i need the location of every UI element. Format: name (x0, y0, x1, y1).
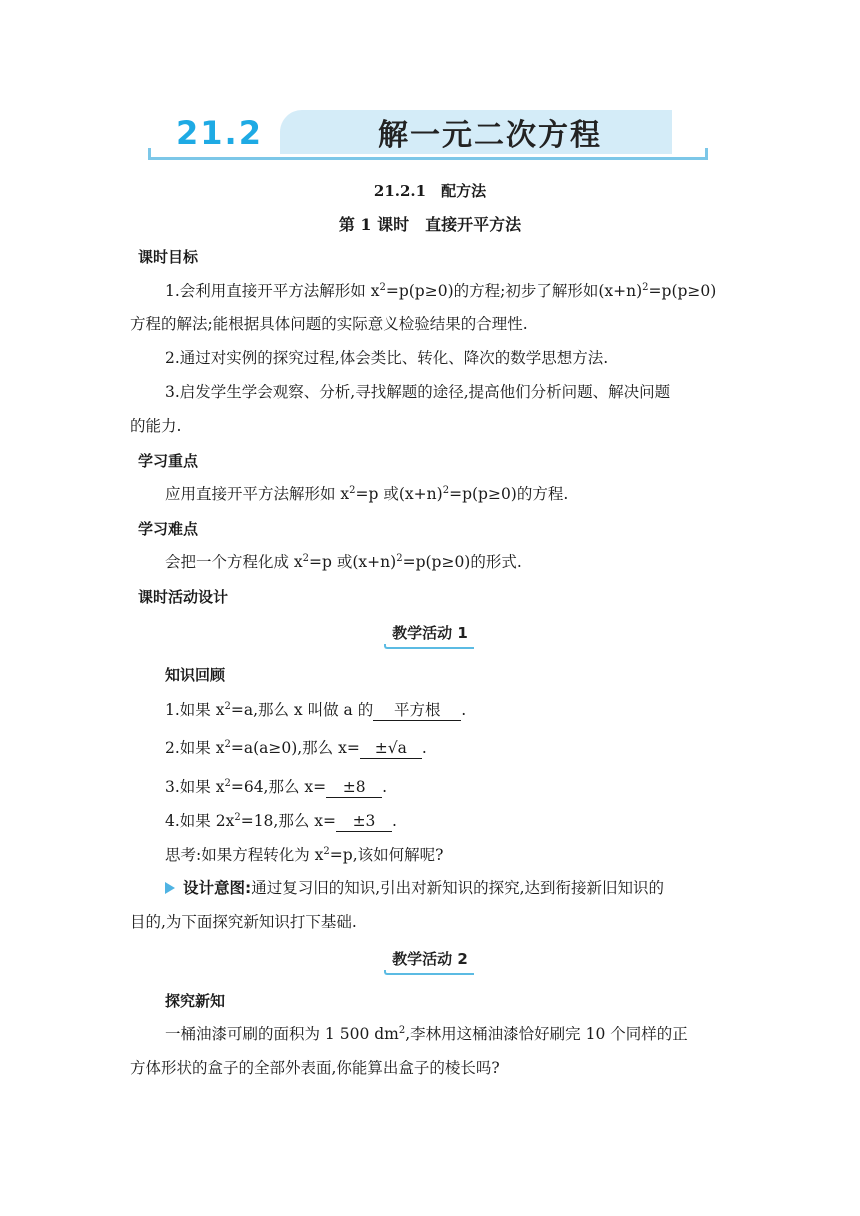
activity-2-label: 教学活动 2 (392, 950, 468, 968)
goal-item-3: 3.启发学生学会观察、分析,寻找解题的途径,提高他们分析问题、解决问题 (165, 383, 671, 401)
keypoint-heading: 学习重点 (138, 452, 199, 470)
triangle-bullet-icon (165, 882, 175, 894)
review-q1: 1.如果 $x^2=a$,那么 x 叫做 a 的 平方根 . (165, 700, 467, 719)
answer-blank: ±8 (326, 777, 382, 798)
design-intent-cont: 目的,为下面探究新知识打下基础. (130, 913, 357, 931)
goal-item-2: 2.通过对实例的探究过程,体会类比、转化、降次的数学思想方法. (165, 349, 609, 367)
section-number: 21.2 (176, 114, 263, 152)
design-heading: 课时活动设计 (138, 588, 229, 606)
goals-heading: 课时目标 (138, 248, 199, 266)
activity-2-badge (384, 948, 476, 974)
review-q2: 2.如果 $x^2=a(a\ge 0)$,那么 x= ±√a . (165, 738, 427, 757)
explore-heading: 探究新知 (165, 992, 226, 1010)
goal-item-1: 1.会利用直接开平方法解形如 $x^2=p(p\ge 0)$的方程;初步了解形如$(x+n)^2=p(p\ge 0)$ (165, 281, 717, 300)
subsection-title: 21.2.1 配方法 (373, 182, 487, 200)
difficulty-text: 会把一个方程化成 $x^2=p$ 或$(x+n)^2=p(p\ge 0)$的形式. (165, 552, 522, 571)
section-title: 解一元二次方程 (378, 118, 602, 153)
think-question: 思考:如果方程转化为 $x^2=p$,该如何解呢? (165, 845, 444, 864)
lesson-title: 第 1 课时 直接开平方法 (338, 215, 522, 234)
goal-item-3-cont: 的能力. (130, 417, 182, 435)
activity-1-badge (384, 622, 476, 648)
review-q3: 3.如果 $x^2=64$,那么 x= ±8 . (165, 777, 388, 796)
review-q4: 4.如果 $2x^2=18$,那么 x= ±3 . (165, 811, 397, 830)
badge-underline (384, 970, 474, 975)
difficulty-heading: 学习难点 (138, 520, 199, 538)
badge-underline (384, 644, 474, 649)
review-heading: 知识回顾 (165, 666, 226, 684)
design-intent: 设计意图:通过复习旧的知识,引出对新知识的探究,达到衔接新旧知识的 (165, 878, 664, 898)
activity-1-label: 教学活动 1 (392, 624, 468, 642)
answer-blank: 平方根 (373, 700, 461, 721)
answer-blank: ±√a (360, 738, 422, 759)
goal-item-1-cont: 方程的解法;能根据具体问题的实际意义检验结果的合理性. (130, 315, 528, 333)
keypoint-text: 应用直接开平方法解形如 $x^2=p$ 或$(x+n)^2=p(p\ge 0)$的方程. (165, 484, 569, 503)
section-banner (148, 108, 710, 164)
explore-text-cont: 方体形状的盒子的全部外表面,你能算出盒子的棱长吗? (130, 1059, 500, 1077)
answer-blank: ±3 (336, 811, 392, 832)
explore-text: 一桶油漆可刷的面积为 1 500 $dm^2$,李林用这桶油漆恰好刷完 10 个同样的正 (165, 1024, 688, 1043)
